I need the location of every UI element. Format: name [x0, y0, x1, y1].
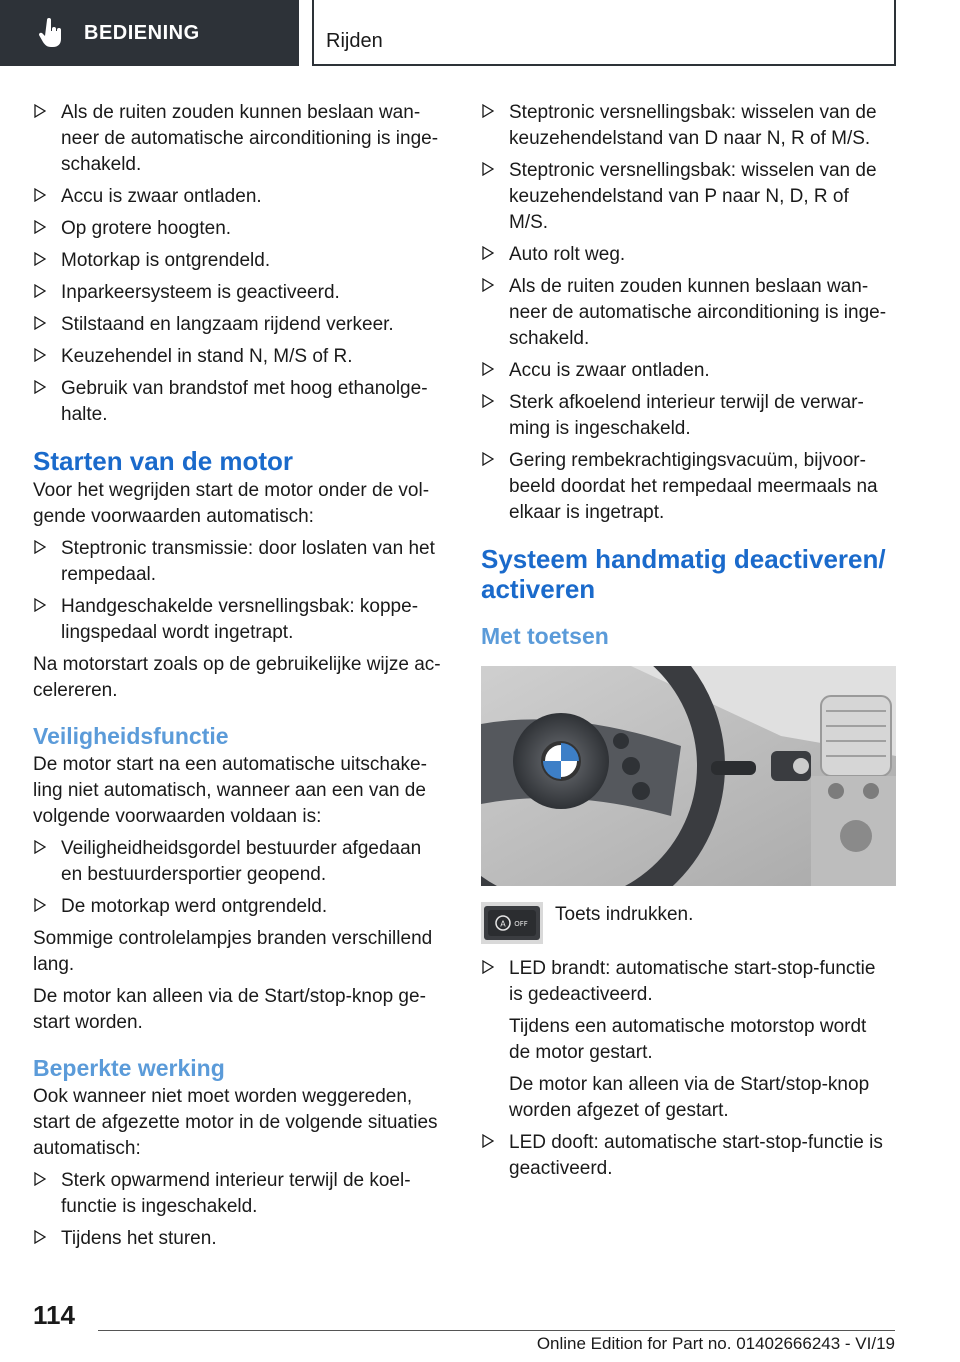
list-item: Accu is zwaar ontladen. — [481, 358, 891, 384]
sub-paragraph: Tijdens een automatische motorstop wordt de motor gestart. — [509, 1016, 867, 1063]
heading-safety-function: Veiligheidsfunctie — [33, 723, 229, 749]
list-item: Sterk afkoelend interieur terwijl de verwarming is ingeschakeld. — [481, 390, 891, 442]
heading-starting-engine: Starten van de motor — [33, 446, 294, 476]
triangle-bullet-icon — [34, 104, 48, 118]
auto-start-stop-button-icon — [481, 902, 543, 944]
triangle-bullet-icon — [34, 252, 48, 266]
triangle-bullet-icon — [34, 1230, 48, 1244]
triangle-bullet-icon — [482, 162, 496, 176]
chapter-title: Rijden — [312, 0, 896, 66]
button-instruction — [481, 902, 891, 944]
conditions-list — [33, 100, 443, 428]
triangle-bullet-icon — [482, 1134, 496, 1148]
list-item: LED brandt: automatische start-stop-functie is gedeactiveerd. Tijdens een automatische motorstop wordt de motor gestart. De motor kan alleen via de Start/stop-knop worden afgezet of gestart. — [481, 956, 891, 1124]
section-label: BEDIENING — [84, 21, 200, 44]
svg-text:A: A — [500, 919, 506, 929]
list-item: Motorkap is ontgrendeld. — [33, 248, 443, 274]
triangle-bullet-icon — [34, 220, 48, 234]
button-instruction-text: Toets indrukken. — [555, 904, 694, 925]
triangle-bullet-icon — [34, 188, 48, 202]
left-column — [33, 100, 443, 1258]
steering-wheel-photo — [481, 666, 896, 886]
list-item: Als de ruiten zouden kunnen beslaan wanneer de automatische airconditioning is ingeschakeld. — [33, 100, 443, 178]
triangle-bullet-icon — [482, 960, 496, 974]
triangle-bullet-icon — [482, 104, 496, 118]
start-conditions-list — [33, 536, 443, 646]
triangle-bullet-icon — [34, 598, 48, 612]
heading-limited-operation: Beperkte werking — [33, 1055, 225, 1081]
page-number: 114 — [33, 1300, 75, 1330]
triangle-bullet-icon — [34, 1172, 48, 1186]
triangle-bullet-icon — [34, 316, 48, 330]
footer-edition: Online Edition for Part no. 01402666243 - VI/19 — [536, 1334, 895, 1353]
list-item: Keuzehendel in stand N, M/S of R. — [33, 344, 443, 370]
more-conditions-list — [481, 100, 891, 526]
sub-paragraph: De motor kan alleen via de Start/stop-knop worden afgezet of gestart. — [509, 1074, 870, 1121]
triangle-bullet-icon — [482, 278, 496, 292]
triangle-bullet-icon — [34, 898, 48, 912]
led-status-list — [481, 956, 891, 1182]
triangle-bullet-icon — [482, 452, 496, 466]
list-item: Als de ruiten zouden kunnen beslaan wanneer de automatische airconditioning is ingeschakeld. — [481, 274, 891, 352]
list-item: Accu is zwaar ontladen. — [33, 184, 443, 210]
triangle-bullet-icon — [34, 284, 48, 298]
svg-text:OFF: OFF — [514, 920, 528, 928]
triangle-bullet-icon — [34, 348, 48, 362]
list-item: Inparkeersysteem is geactiveerd. — [33, 280, 443, 306]
paragraph: Na motorstart zoals op de gebruikelijke wijze accelereren. — [33, 654, 441, 701]
list-item: Stilstaand en langzaam rijdend verkeer. — [33, 312, 443, 338]
footer-divider — [98, 1330, 895, 1331]
list-item: Gering rembekrachtigingsvacuüm, bijvoorbeeld doordat het rempedaal meermaals na elkaar is ingetrapt. — [481, 448, 891, 526]
paragraph: De motor kan alleen via de Start/stop-knop gestart worden. — [33, 986, 426, 1033]
paragraph: Ook wanneer niet moet worden weggereden, start de afgezette motor in de volgende situaties automatisch: — [33, 1086, 438, 1159]
triangle-bullet-icon — [34, 540, 48, 554]
section-tab — [0, 0, 299, 66]
heading-with-buttons: Met toetsen — [481, 623, 609, 649]
list-item: Tijdens het sturen. — [33, 1226, 443, 1252]
triangle-bullet-icon — [482, 246, 496, 260]
triangle-bullet-icon — [482, 362, 496, 376]
list-item: Steptronic versnellingsbak: wisselen van de keuzehendelstand van D naar N, R of M/S. — [481, 100, 891, 152]
list-item: Auto rolt weg. — [481, 242, 891, 268]
list-item: LED dooft: automatische start-stop-functie is geactiveerd. — [481, 1130, 891, 1182]
heading-manual-deactivation: Systeem handmatig deactiveren/ activeren — [481, 544, 886, 604]
list-item: Veiligheidheidsgordel bestuurder afgedaan en bestuurdersportier geopend. — [33, 836, 443, 888]
list-item: Gebruik van brandstof met hoog ethanolgehalte. — [33, 376, 443, 428]
paragraph: Voor het wegrijden start de motor onder de volgende voorwaarden automatisch: — [33, 480, 430, 527]
paragraph: Sommige controlelampjes branden verschillend lang. — [33, 928, 433, 975]
list-item: Op grotere hoogten. — [33, 216, 443, 242]
triangle-bullet-icon — [34, 380, 48, 394]
hand-pointer-icon — [38, 18, 68, 48]
triangle-bullet-icon — [482, 394, 496, 408]
right-column — [481, 100, 891, 1188]
list-item: Steptronic versnellingsbak: wisselen van de keuzehendelstand van P naar N, D, R of M/S. — [481, 158, 891, 236]
list-item: Sterk opwarmend interieur terwijl de koelfunctie is ingeschakeld. — [33, 1168, 443, 1220]
triangle-bullet-icon — [34, 840, 48, 854]
list-item: Steptronic transmissie: door loslaten van het rempedaal. — [33, 536, 443, 588]
limited-conditions-list — [33, 1168, 443, 1252]
list-item: Handgeschakelde versnellingsbak: koppelingspedaal wordt ingetrapt. — [33, 594, 443, 646]
list-item: De motorkap werd ontgrendeld. — [33, 894, 443, 920]
safety-conditions-list — [33, 836, 443, 920]
paragraph: De motor start na een automatische uitschakeling niet automatisch, wanneer aan een van de volgende voorwaarden voldaan is: — [33, 754, 427, 827]
